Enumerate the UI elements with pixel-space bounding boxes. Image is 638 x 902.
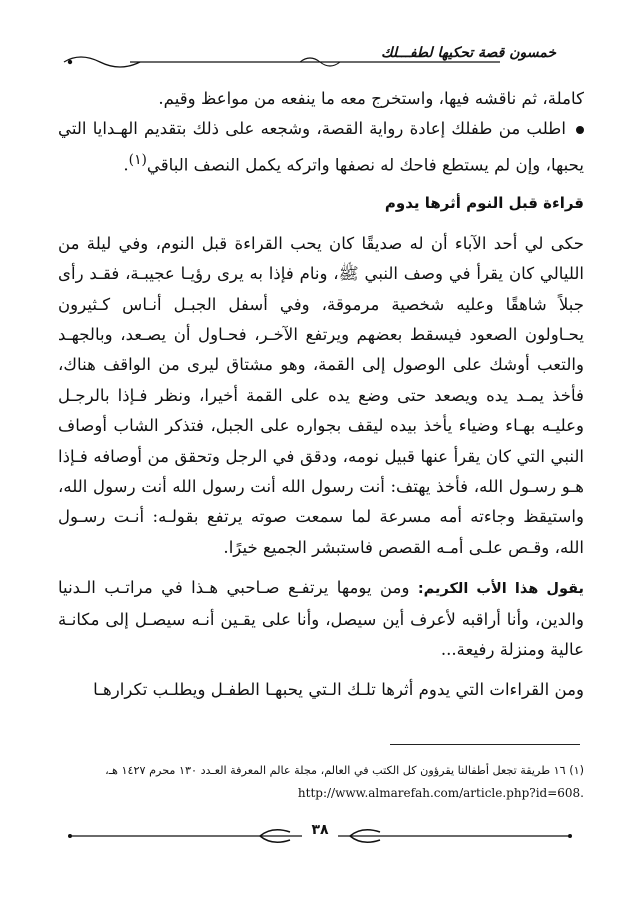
paragraph: كاملة، ثم ناقشه فيها، واستخرج معه ما ينفعه من مواعظ وقيم.: [158, 89, 584, 108]
lead-text: يقول هذا الأب الكريم:: [417, 581, 584, 598]
paragraph: حكى لي أحد الآباء أن له صديقًا كان يحب القراءة قبل النوم، وفي ليلة من الليالي كان يقرأ في وصف النبي ﷺ، ونام فإذا به يرى رؤيـا عجيبـة، فقـد رأى جبلاً شاهقًا وعليه شخصية مرموقة، وفي أسفل الجبـل أنـاس كـثيرون يحـاولون الصعود فيسقط بعضهم ويرتفع الآخـر، فحـاول أن يصـعد، وبالجهـد والتعب أوشك على الوصول إلى القمة، وهو مشتاق ليرى من الواقف هناك، فأخذ يمـد يده ويصعد حتى وضع يده على القمة أخيرا، ونظر فـإذا بالرجـل وعليـه بهـاء وضياء يأخذ بيده ليقف بجواره على الجبل، فتذكر الشاب أوصاف النبي التي كان يقرأ عنها قبيل نومه، ودقق في الرجل وتحقق من أوصافه فـإذا هـو رسـول الله، فأخذ يهتف: أنت رسول الله أنت رسول الله أنت رسول الله، واستيقظ وجاءته أمه مسرعة لما سمعت صوته يرتفع بقولـه: أنـت رسـول الله، وقـص علـى أمـه القصص فاستبشر الجميع خيرًا.: [58, 233, 584, 557]
spacer: [58, 563, 584, 573]
paragraph: [58, 573, 584, 665]
footnote-text: (١) ١٦ طريقة تجعل أطفالنا يقرؤون كل الكتب في العالم، مجلة عالم المعرفة العـدد ١٣٠ محرم ١٤٢٧ هـ،: [105, 764, 584, 777]
spacer: [58, 665, 584, 675]
footnote-ref: (١): [128, 151, 147, 168]
page-body: [58, 84, 584, 706]
footnote: [58, 760, 584, 804]
page-number: ٣٨: [302, 822, 338, 838]
paragraph: [58, 114, 584, 180]
footnote-url: http://www.almarefah.com/article.php?id=608.: [297, 786, 584, 800]
footnote-divider: [390, 744, 580, 745]
paragraph-end: .: [123, 155, 129, 175]
paragraph: ومن القراءات التي يدوم أثرها تلـك الـتي يحبهـا الطفـل ويطلـب تكرارهـا: [93, 680, 584, 700]
bullet-icon: [576, 126, 584, 134]
paragraph-text: اطلب من طفلك إعادة رواية القصة، وشجعه على ذلك بتقديم الهـدايا التي يحبها، وإن لم يستطع فاحك له نصفها واتركه يكمل النصف الباقي: [58, 119, 584, 175]
page-footer: [60, 820, 580, 850]
header-title: خمسون قصة تحكيها لطفـــلك: [375, 45, 562, 61]
paragraph-text: ومن يومها يرتفـع صـاحبي هـذا في مراتـب الـدنيا والدين، وأنا أراقبه لأعرف أين سيصل، وأنا على يقـين أنـه سيصـل إلى مكانـة عالية ومنزلة رفيعة...: [58, 578, 584, 660]
section-heading: قراءة قبل النوم أثرها يدوم: [384, 193, 584, 212]
running-header: [60, 40, 580, 80]
